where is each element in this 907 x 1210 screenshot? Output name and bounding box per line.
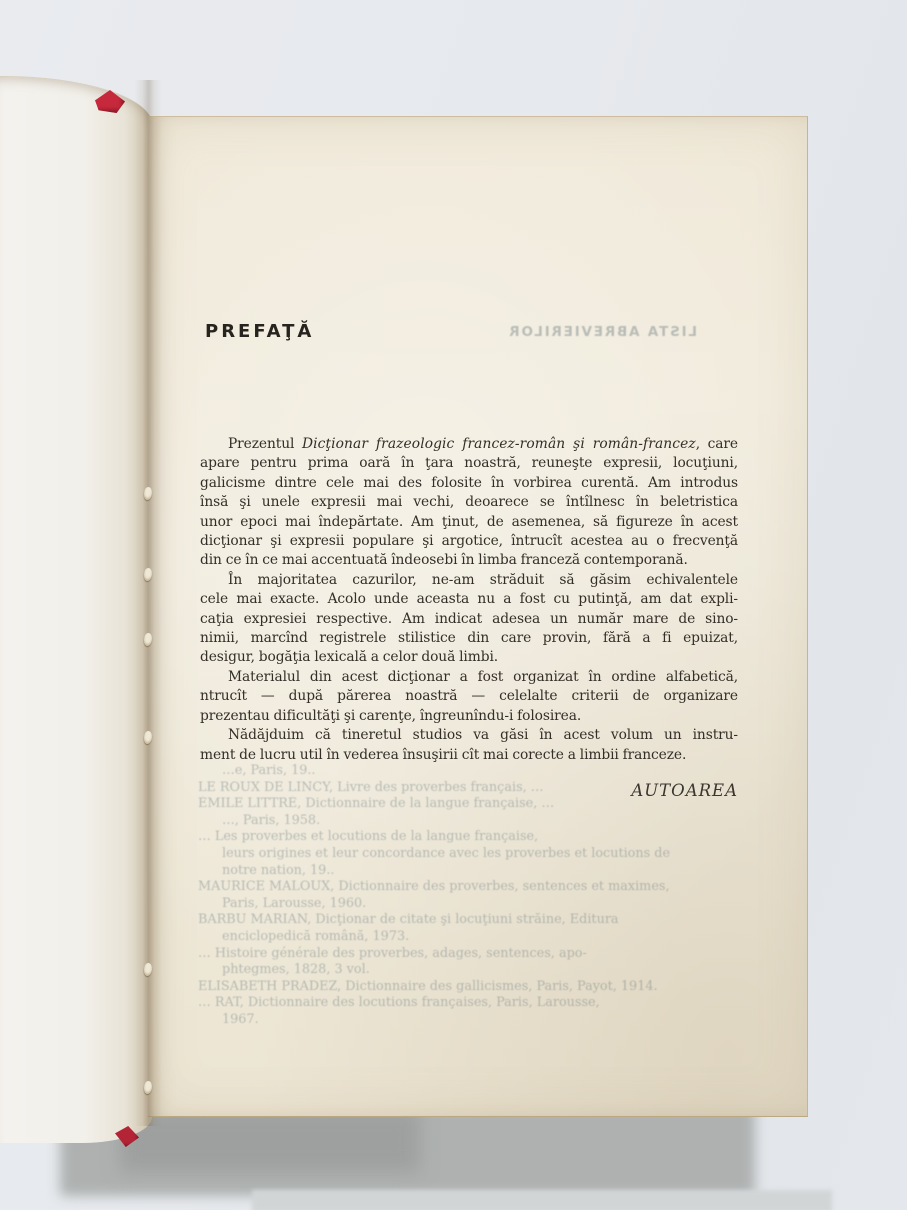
text-line: dicţionar şi expresii populare şi argotice, întrucît acestea au o frecvenţă: [200, 533, 738, 550]
bleedthrough-line: leurs origines et leur concordance avec les proverbes et locutions de: [222, 845, 671, 861]
text-line: În majoritatea cazurilor, ne-am străduit să găsim echivalentele: [228, 571, 738, 588]
text-line: Materialul din acest dicţionar a fost organizat în ordine alfabetică,: [228, 668, 738, 685]
paragraph: [200, 435, 738, 571]
bleedthrough-line: enciclopedică română, 1973.: [222, 928, 410, 944]
text-line: ntrucît — după părerea noastră — celelalte criterii de organizare: [200, 688, 738, 705]
bleedthrough-line: …, Paris, 1958.: [222, 812, 321, 828]
bleedthrough-line: MAURICE MALOUX, Dictionnaire des proverbes, sentences et maximes,: [198, 879, 670, 895]
text-line: ment de lucru util în vederea însuşirii cît mai corecte a limbii franceze.: [200, 746, 687, 763]
text-line: nimii, marcînd registrele stilistice din care provin, fără a fi epuizat,: [200, 630, 738, 647]
text-line: galicisme dintre cele mai des folosite în vorbirea curentă. Am introdus: [200, 474, 738, 491]
text-line: cele mai exacte. Acolo unde aceasta nu a fost cu putinţă, am dat expli-: [200, 591, 738, 608]
right-page: [148, 116, 808, 1117]
text-line: însă şi unele expresii mai vechi, deoarece se întîlnesc în beletristica: [200, 494, 738, 511]
text-line: unor epoci mai îndepărtate. Am ţinut, de asemenea, să figureze în acest: [200, 513, 738, 530]
bleedthrough-bibliography: [198, 763, 742, 1029]
bleedthrough-line: ÉMILE LITTRÉ, Dictionnaire de la langue française, …: [198, 796, 555, 812]
bleedthrough-line: phtegmes, 1828, 3 vol.: [222, 962, 370, 978]
paragraph: [200, 668, 738, 726]
book-shadow-dark: [120, 1110, 420, 1172]
bleedthrough-line: … RAT, Dictionnaire des locutions françaises, Paris, Larousse,: [198, 995, 600, 1011]
text-line: desigur, bogăţia lexicală a celor două limbi.: [200, 649, 499, 666]
bleedthrough-heading: LISTA ABREVIERILOR: [507, 324, 697, 340]
bleedthrough-line: notre nation, 19..: [222, 862, 335, 878]
text-line: Prezentul Dicţionar frazeologic francez-român şi român-francez, care: [228, 436, 738, 452]
left-page: [0, 76, 152, 1143]
paragraph: [200, 726, 738, 765]
preface-body: [200, 435, 738, 765]
bleedthrough-line: BARBU MARIAN, Dicţionar de citate şi locuţiuni străine, Editura: [198, 912, 619, 928]
bleedthrough-line: 1967.: [222, 1011, 259, 1027]
bleedthrough-line: … Les proverbes et locutions de la langue française,: [198, 829, 539, 845]
text-line: apare pentru prima oară în ţara noastră, reuneşte expresii, locuţiuni,: [200, 455, 738, 472]
bleedthrough-line: LE ROUX DE LINCY, Livre des proverbes français, …: [198, 779, 544, 795]
text-line: Nădăjduim că tineretul studios va găsi în acest volum un instru-: [228, 727, 738, 744]
bleedthrough-line: … Histoire générale des proverbes, adages, sentences, apo-: [198, 945, 587, 961]
bleedthrough-line: ELISABETH PRADEZ, Dictionnaire des gallicismes, Paris, Payot, 1914.: [198, 978, 658, 994]
page-title: PREFAŢĂ: [205, 321, 315, 342]
bleedthrough-line: …e, Paris, 19..: [222, 763, 316, 778]
underlying-paper-edge: [252, 1190, 832, 1210]
text-line: prezentau dificultăţi şi carenţe, îngreunîndu-i folosirea.: [200, 707, 582, 724]
bleedthrough-line: Paris, Larousse, 1960.: [222, 895, 367, 911]
text-line: caţia expresiei respective. Am indicat adesea un număr mare de sino-: [200, 610, 738, 627]
paragraph: [200, 571, 738, 668]
text-line: din ce în ce mai accentuată îndeosebi în limba franceză contemporană.: [200, 552, 688, 569]
author-signature: AUTOAREA: [631, 781, 738, 800]
